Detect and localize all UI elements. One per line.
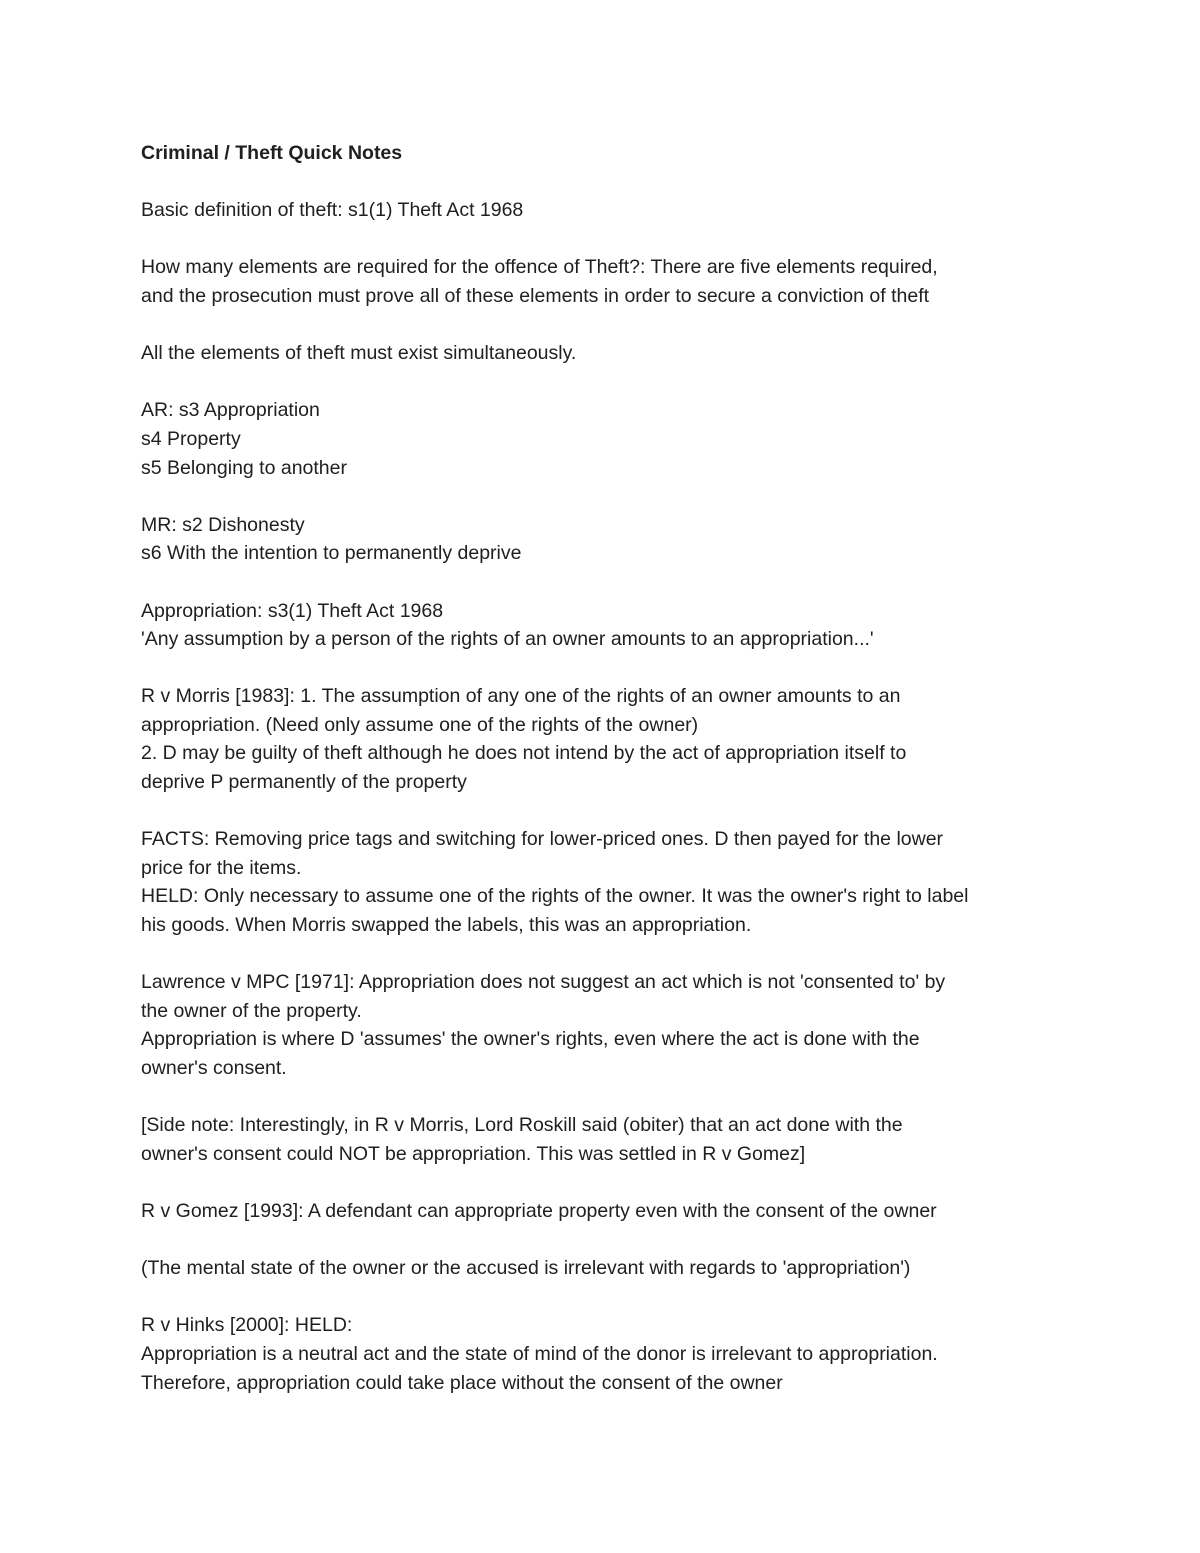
lawrence-case-line: the owner of the property. [141, 999, 362, 1022]
mental-state-line: (The mental state of the owner or the accused is irrelevant with regards to 'appropriation') [141, 1257, 911, 1280]
lawrence-case-line: owner's consent. [141, 1057, 287, 1079]
actus-reus-line: s4 Property [141, 427, 241, 450]
simultaneous-line: All the elements of theft must exist simultaneously. [141, 342, 577, 365]
document-title: Criminal / Theft Quick Notes [141, 142, 403, 164]
morris-case-line: deprive P permanently of the property [141, 771, 467, 794]
morris-case-line: R v Morris [1983]: 1. The assumption of any one of the rights of an owner amounts to an [141, 685, 901, 708]
held-line: HELD: Only necessary to assume one of the rights of the owner. It was the owner's right to label [141, 885, 969, 908]
facts-line: price for the items. [141, 856, 302, 879]
actus-reus-line: AR: s3 Appropriation [141, 399, 320, 422]
spacer [141, 225, 1071, 254]
spacer [141, 1083, 1071, 1112]
spacer [141, 1226, 1071, 1255]
spacer [141, 168, 1071, 197]
side-note-line: [Side note: Interestingly, in R v Morris, Lord Roskill said (obiter) that an act done with the [141, 1114, 903, 1137]
morris-case-line: 2. D may be guilty of theft although he does not intend by the act of appropriation itself to [141, 742, 907, 765]
basic-definition-line: Basic definition of theft: s1(1) Theft Act 1968 [141, 199, 524, 222]
actus-reus-line: s5 Belonging to another [141, 456, 347, 479]
spacer [141, 368, 1071, 397]
appropriation-line: Appropriation: s3(1) Theft Act 1968 [141, 599, 444, 622]
spacer [141, 797, 1071, 826]
hinks-case-line: Appropriation is a neutral act and the state of mind of the donor is irrelevant to appropriation. [141, 1342, 938, 1365]
elements-question-line: and the prosecution must prove all of these elements in order to secure a conviction of theft [141, 284, 930, 307]
elements-question-line: How many elements are required for the offence of Theft?: There are five elements required, [141, 256, 938, 279]
lawrence-case-line: Lawrence v MPC [1971]: Appropriation does not suggest an act which is not 'consented to' by [141, 971, 946, 994]
spacer [141, 1283, 1071, 1312]
morris-case-line: appropriation. (Need only assume one of the rights of the owner) [141, 713, 699, 736]
spacer [141, 940, 1071, 969]
hinks-case-line: Therefore, appropriation could take place without the consent of the owner [141, 1371, 783, 1394]
document-body [141, 139, 1071, 1397]
spacer [141, 1168, 1071, 1197]
hinks-case-line: R v Hinks [2000]: HELD: [141, 1314, 353, 1337]
mens-rea-line: s6 With the intention to permanently deprive [141, 542, 522, 565]
spacer [141, 654, 1071, 683]
appropriation-line: 'Any assumption by a person of the rights of an owner amounts to an appropriation...' [141, 628, 874, 651]
spacer [141, 568, 1071, 597]
gomez-case-line: R v Gomez [1993]: A defendant can appropriate property even with the consent of the owner [141, 1199, 937, 1222]
spacer [141, 311, 1071, 340]
held-line: his goods. When Morris swapped the labels, this was an appropriation. [141, 914, 752, 937]
mens-rea-line: MR: s2 Dishonesty [141, 513, 305, 536]
side-note-line: owner's consent could NOT be appropriation. This was settled in R v Gomez] [141, 1142, 806, 1165]
lawrence-case-line: Appropriation is where D 'assumes' the owner's rights, even where the act is done with the [141, 1028, 920, 1051]
spacer [141, 482, 1071, 511]
facts-line: FACTS: Removing price tags and switching for lower-priced ones. D then payed for the lower [141, 828, 944, 851]
